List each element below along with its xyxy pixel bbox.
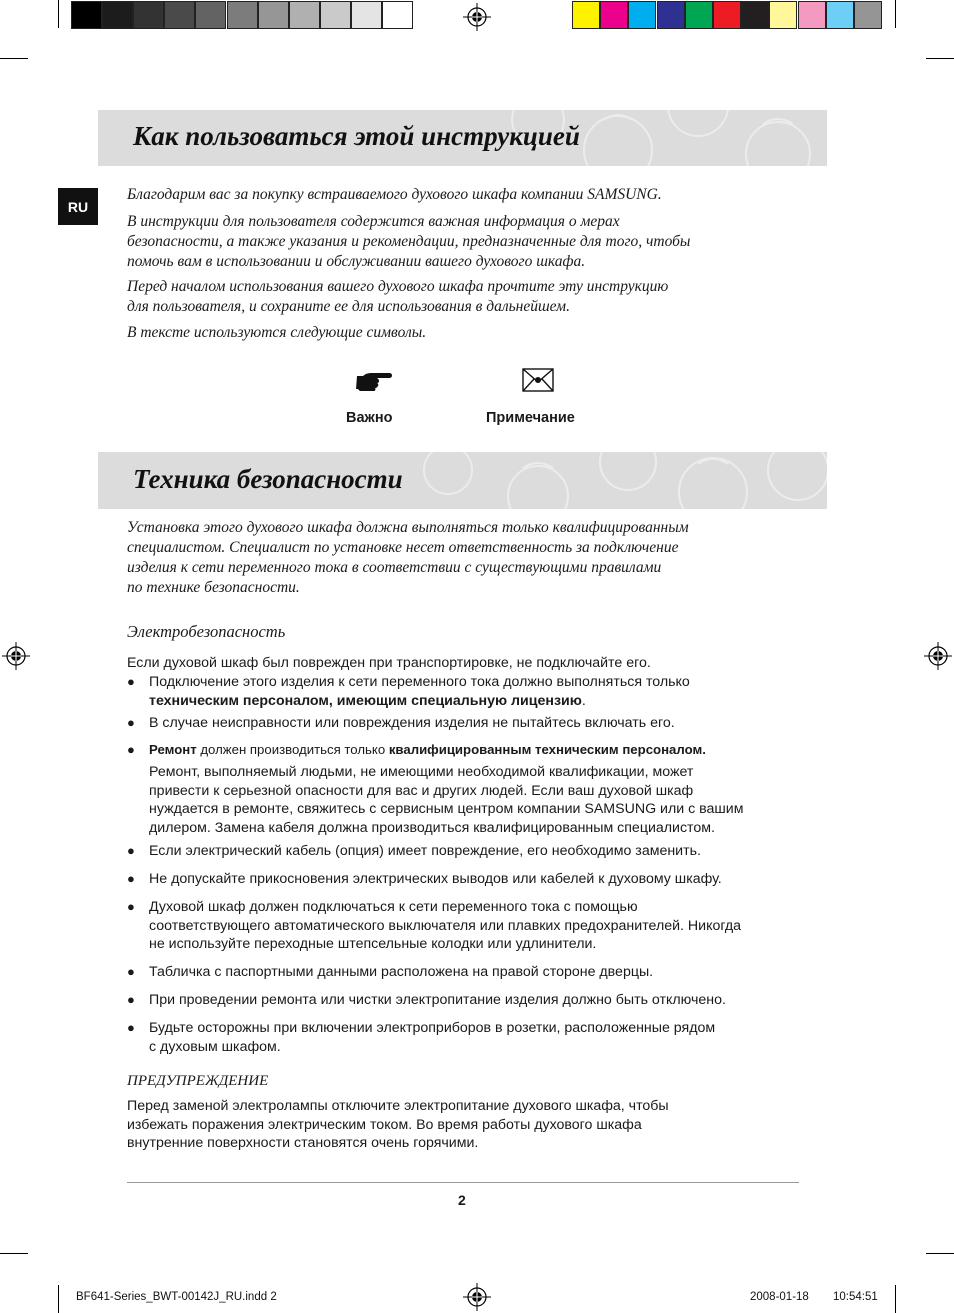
list-item: Не допускайте прикосновения электрических выводов или кабелей к духовому шкафу.	[149, 871, 722, 887]
process-swatch	[657, 1, 685, 29]
list-item-continuation: Ремонт, выполняемый людьми, не имеющими необходимой квалификации, может привести к серьезной опасности для вас и других людей. Если ваш духовой шкаф нуждается в ремонте, свяжитесь с сервисным центром компании SAMSUNG или с вашим дилером. Замена кабеля должна производиться квалифицированным специалистом.	[149, 764, 744, 836]
gray-swatch	[258, 1, 289, 29]
bullet-icon: ●	[127, 992, 135, 1007]
list-item: Ремонт должен производиться только квалифицированным техническим персоналом.	[149, 742, 706, 757]
bullet-icon: ●	[127, 871, 135, 886]
crop-mark	[895, 1285, 896, 1313]
pointing-hand-icon	[355, 369, 393, 391]
crop-mark	[58, 1285, 59, 1313]
footer-rule	[127, 1182, 799, 1183]
bullet-icon: ●	[127, 1020, 135, 1035]
intro-paragraph: Благодарим вас за покупку встраиваемого духового шкафа компании SAMSUNG.	[127, 186, 662, 203]
bullet-icon: ●	[127, 715, 135, 730]
process-swatch	[769, 1, 797, 29]
list-item: Подключение этого изделия к сети переменного тока должно выполняться только техническим персоналом, имеющим специальную лицензию.	[149, 674, 690, 709]
footer-file-name: BF641-Series_BWT-00142J_RU.indd 2	[76, 1291, 277, 1303]
process-swatch	[854, 1, 882, 29]
bullet-icon: ●	[127, 742, 135, 757]
process-swatch	[685, 1, 713, 29]
list-item: Если электрический кабель (опция) имеет повреждение, его необходимо заменить.	[149, 843, 701, 859]
envelope-icon	[522, 368, 554, 392]
crop-mark	[926, 58, 954, 59]
section-title: Как пользоваться этой инструкцией	[133, 121, 580, 151]
lead-text: Если духовой шкаф был поврежден при транспортировке, не подключайте его.	[127, 655, 651, 671]
gray-swatch	[320, 1, 351, 29]
process-swatch	[628, 1, 656, 29]
gray-swatch	[289, 1, 320, 29]
process-swatch	[713, 1, 741, 29]
gray-swatch	[71, 1, 102, 29]
bullet-icon: ●	[127, 899, 135, 914]
registration-mark-icon	[924, 642, 952, 670]
intro-paragraph: В инструкции для пользователя содержится важная информация о мерах безопасности, а также указания и рекомендации, предназначенные для того, чтобы помочь вам в использовании и обслуживании вашего духового шкафа.	[127, 213, 691, 270]
gray-swatch	[382, 1, 413, 29]
process-swatch	[826, 1, 854, 29]
list-item: Табличка с паспортными данными расположена на правой стороне дверцы.	[149, 964, 654, 980]
language-badge: RU	[58, 188, 98, 225]
registration-mark-icon	[463, 3, 491, 31]
gray-swatch	[195, 1, 226, 29]
footer-date: 2008-01-18	[750, 1291, 809, 1303]
crop-mark	[895, 0, 896, 28]
intro-paragraph: В тексте используются следующие символы.	[127, 324, 427, 341]
crop-mark	[0, 1253, 28, 1254]
warning-heading: ПРЕДУПРЕЖДЕНИЕ	[127, 1073, 269, 1089]
bullet-icon: ●	[127, 964, 135, 979]
list-item: Будьте осторожны при включении электроприборов в розетки, расположенные рядом с духовым шкафом.	[149, 1020, 716, 1055]
footer-time: 10:54:51	[833, 1291, 878, 1303]
warning-text: Перед заменой электролампы отключите электропитание духового шкафа, чтобы избежать поражения электрическим током. Во время работы духового шкафа внутренние поверхности становятся очень горячими.	[127, 1098, 669, 1151]
crop-mark	[0, 58, 28, 59]
section-title-band	[98, 452, 827, 509]
crop-mark	[926, 1253, 954, 1254]
list-item: При проведении ремонта или чистки электропитание изделия должно быть отключено.	[149, 992, 726, 1008]
section-title-band	[98, 110, 827, 166]
installation-paragraph: Установка этого духового шкафа должна выполняться только квалифицированным специалистом. Специалист по установке несет ответственность за подключение изделия к сети переменного тока в соответствии с существующими правилами по технике безопасности.	[127, 519, 689, 596]
subheading: Электробезопасность	[127, 622, 286, 641]
bullet-icon: ●	[127, 843, 135, 858]
important-label: Важно	[346, 410, 393, 426]
intro-paragraph: Перед началом использования вашего духового шкафа прочтите эту инструкцию для пользователя, и сохраните ее для использования в дальнейшем.	[127, 278, 669, 315]
list-item: В случае неисправности или повреждения изделия не пытайтесь включать его.	[149, 715, 675, 731]
gray-swatch	[227, 1, 258, 29]
bullet-icon: ●	[127, 674, 135, 689]
registration-mark-icon	[463, 1283, 491, 1311]
gray-swatch	[351, 1, 382, 29]
gray-swatch	[164, 1, 195, 29]
process-swatch	[741, 1, 769, 29]
registration-mark-icon	[2, 642, 30, 670]
gray-swatch	[102, 1, 133, 29]
list-item: Духовой шкаф должен подключаться к сети переменного тока с помощью соответствующего автоматического выключателя или плавких предохранителей. Никогда не используйте переходные штепсельные колодки или удлинители.	[149, 899, 742, 952]
note-label: Примечание	[486, 410, 575, 426]
section-title: Техника безопасности	[133, 464, 403, 494]
gray-swatch	[133, 1, 164, 29]
crop-mark	[58, 0, 59, 28]
process-swatch	[600, 1, 628, 29]
process-swatch	[798, 1, 826, 29]
process-swatch	[572, 1, 600, 29]
page-number: 2	[458, 1192, 466, 1208]
